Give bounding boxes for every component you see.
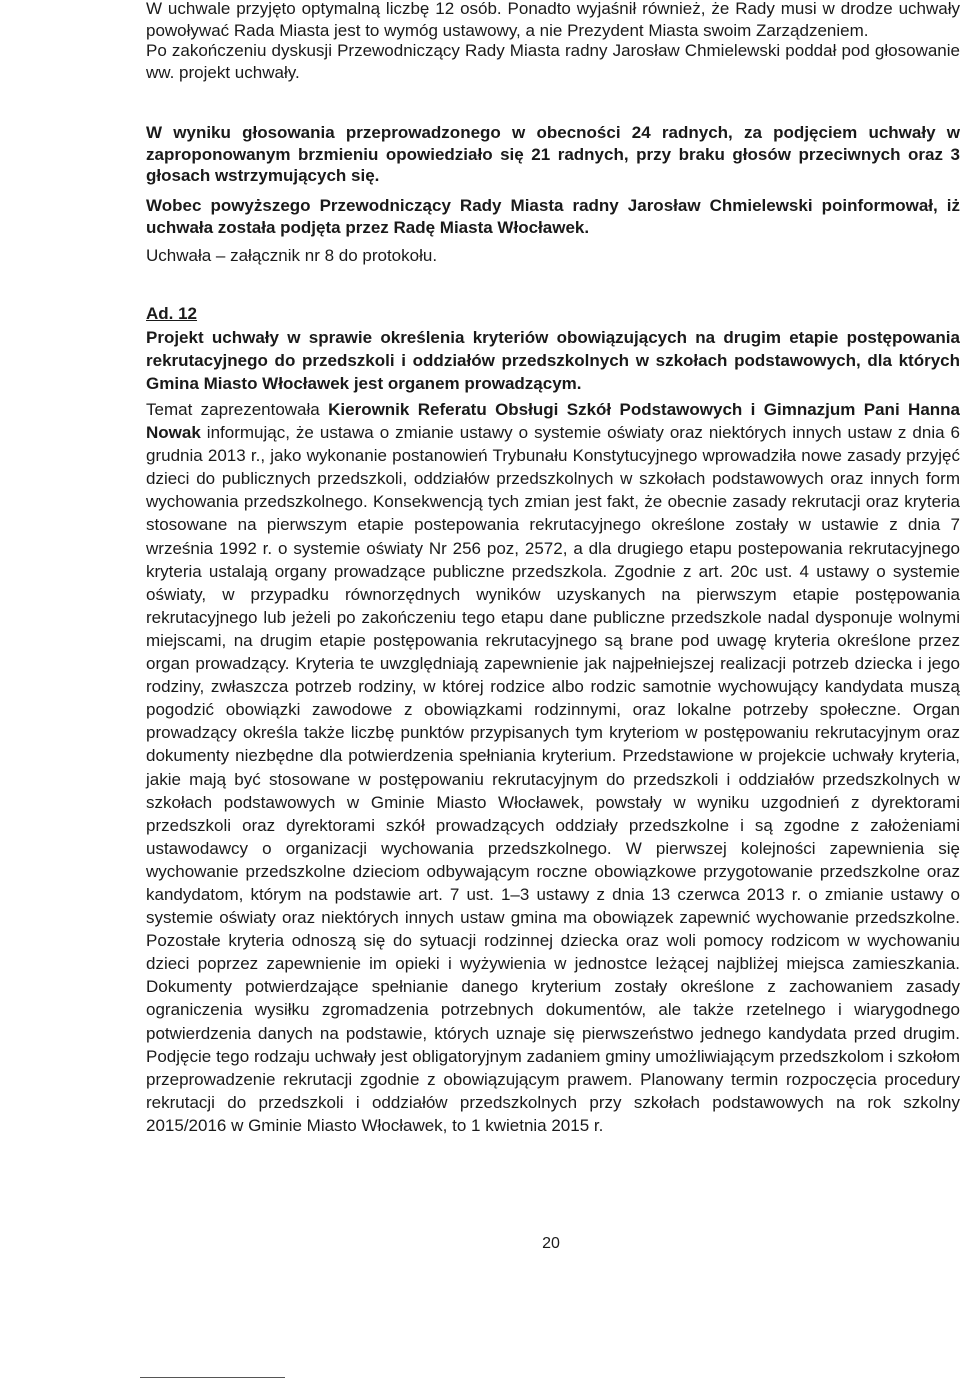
footer-rule [140, 1377, 285, 1378]
paragraph-attachment-note [146, 245, 960, 267]
paragraph-resolution-adopted [146, 195, 960, 238]
paragraph-text: W uchwale przyjęto optymalną liczbę 12 osób. Ponadto wyjaśnił również, że Rady musi w drodze uchwały powoływać Rada Miasta jest to wymóg ustawowy, a nie Prezydent Miasta swoim Zarządzeniem. [146, 0, 960, 40]
paragraph-vote-call [146, 40, 960, 83]
paragraph-presentation [146, 398, 960, 1137]
document-page [146, 0, 960, 1383]
page-number: 20 [542, 1235, 560, 1252]
speaker-name: Kierownik Referatu Obsługi Szkół Podstawowych i Gimnazjum Pani Hanna Nowak [146, 400, 960, 443]
paragraph-resolution-members [146, 0, 960, 41]
paragraph-vote-result [146, 122, 960, 187]
agenda-item-heading [146, 303, 960, 325]
paragraph-text: Wobec powyższego Przewodniczący Rady Miasta radny Jarosław Chmielewski poinformował, iż uchwała została podjęta przez Radę Miasta Włocławek. [146, 196, 960, 237]
body-text: informując, że ustawa o zmianie ustawy o systemie oświaty oraz niektórych innych ustaw z dnia 6 grudnia 2013 r., jako wykonanie postanowień Trybunału Konstytucyjnego wprowadziła nowe zasady przyjęć dzieci do publicznych przedszkoli, oddziałów przedszkolnych w szkołach podstawowych oraz innych form wychowania przedszkolnego. Konsekwencją tych zmian jest fakt, że obecnie zasady rekrutacji oraz kryteria stosowane na pierwszym etapie postepowania rekrutacyjnego określone zostały w ustawie z dnia 7 września 1992 r. o systemie oświaty Nr 256 poz, 2572, a dla drugiego etapu postepowania rekrutacyjnego kryteria ustalają organy prowadzące publiczne przedszkola. Zgodnie z art. 20c ust. 4 ustawy o systemie oświaty, w przypadku równorzędnych wyników uzyskanych na pierwszym etapie postępowania rekrutacyjnego lub jeżeli po zakończeniu tego etapu dane publiczne przedszkole nadal dysponuje wolnymi miejscami, na drugim etapie postępowania rekrutacyjnego są brane pod uwagę kryteria określone przez organ prowadzący. Kryteria te uwzględniają zapewnienie jak najpełniejszej realizacji potrzeb dziecka i jego rodziny, zwłaszcza potrzeb rodziny, w której rodzice albo rodzic samotnie wychowujący kandydata muszą pogodzić obowiązki zawodowe z obowiązkami rodzinnymi, oraz lokalne potrzeby społeczne. Organ prowadzący określa także liczbę punktów przypisanych tym kryteriom w postępowaniu rekrutacyjnym oraz dokumenty niezbędne dla potwierdzenia spełniania kryterium. Przedstawione w projekcie uchwały kryteria, jakie mają być stosowane w postępowaniu rekrutacyjnym do przedszkoli i oddziałów przedszkolnych w szkołach podstawowych w Gminie Miasto Włocławek, powstały w wyniku uzgodnień z dyrektorami przedszkoli oraz dyrektorami szkół prowadzących oddziały przedszkolne i są zgodne z założeniami ustawodawcy o organizacji wychowania przedszkolnego. W pierwszej kolejności zapewnienia się wychowanie przedszkolne dzieciom odbywającym roczne obowiązkowe przygotowanie przedszkolne oraz kandydatom, którym na podstawie art. 7 ust. 1–3 ustawy z dnia 13 czerwca 2013 r. o zmianie ustawy o systemie oświaty oraz niektórych innych ustaw gmina ma obowiązek zapewnić wychowanie przedszkolne. Pozostałe kryteria odnoszą się do sytuacji rodzinnej dziecka oraz woli pomocy rodzicom w wychowaniu dzieci poprzez zapewnienie im opieki i wyżywienia w jednostce leżącej najbliżej miejsca zamieszkania. Dokumenty potwierdzające spełnianie danego kryterium zostały określone z zachowaniem zasady ograniczenia wysiłku zgromadzenia potrzebnych dokumentów, ale także rzetelnego i wiarygodnego potwierdzenia danych na podstawie, których uznaje się pierwszeństwo jednego kandydata przed drugim. Podjęcie tego rodzaju uchwały jest obligatoryjnym zadaniem gminy umożliwiającym przedszkolom i szkołom przeprowadzenie rekrutacji zgodnie z obowiązującym prawem. Planowany termin rozpoczęcia procedury rekrutacji do przedszkoli i oddziałów przedszkolnych przy szkołach podstawowych na rok szkolny 2015/2016 w Gminie Miasto Włocławek, to 1 kwietnia 2015 r. [146, 423, 960, 1135]
paragraph-text: Po zakończeniu dyskusji Przewodniczący Rady Miasta radny Jarosław Chmielewski poddał pod głosowanie ww. projekt uchwały. [146, 41, 960, 82]
paragraph-draft-resolution-title [146, 326, 960, 395]
paragraph-text: Uchwała – załącznik nr 8 do protokołu. [146, 246, 438, 265]
paragraph-text: W wyniku głosowania przeprowadzonego w obecności 24 radnych, za podjęciem uchwały w zaproponowanym brzmieniu opowiedziało się 21 radnych, przy braku głosów przeciwnych oraz 3 głosach wstrzymujących się. [146, 123, 960, 185]
heading-text: Ad. 12 [146, 304, 198, 323]
intro-text: Temat zaprezentowała [146, 400, 320, 419]
paragraph-text [146, 398, 960, 1137]
paragraph-text: Projekt uchwały w sprawie określenia kryteriów obowiązujących na drugim etapie postępowania rekrutacyjnego do przedszkoli i oddziałów przedszkolnych w szkołach podstawowych, dla których Gmina Miasto Włocławek jest organem prowadzącym. [146, 328, 960, 393]
